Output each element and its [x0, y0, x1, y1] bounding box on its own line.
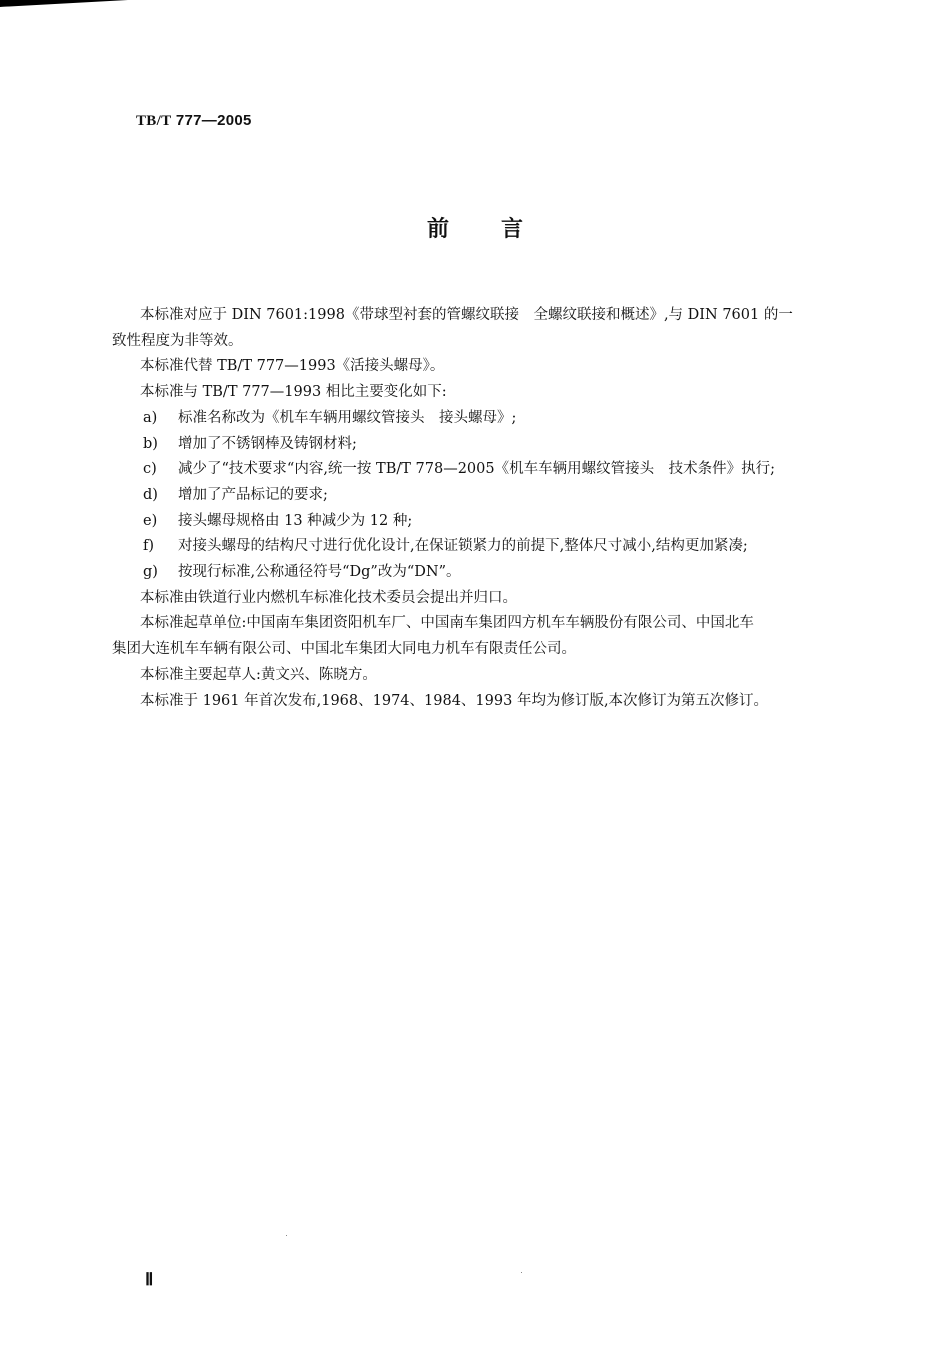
- list-marker: d): [143, 486, 158, 503]
- change-item-d: [143, 483, 912, 509]
- list-item-text: 增加了产品标记的要求;: [178, 486, 328, 503]
- page-title: [0, 212, 950, 243]
- scan-speck: [286, 1235, 287, 1236]
- paragraph-correspondence-cont: 致性程度为非等效。: [112, 332, 243, 349]
- paragraph-changes-intro: 本标准与 TB/T 777—1993 相比主要变化如下:: [140, 384, 447, 401]
- list-item-text: 增加了不锈钢棒及铸钢材料;: [178, 435, 357, 452]
- list-item-text: 标准名称改为《机车车辆用螺纹管接头 接头螺母》;: [178, 409, 517, 426]
- change-item-a: [143, 406, 912, 432]
- scan-edge-artifact: [0, 0, 175, 7]
- page-number: Ⅱ: [145, 1270, 154, 1289]
- paragraph-drafting-units: 本标准起草单位:中国南车集团资阳机车厂、中国南车集团四方机车车辆股份有限公司、中国北车: [140, 615, 754, 632]
- foreword-body: [112, 303, 912, 714]
- paragraph-correspondence: 本标准对应于 DIN 7601:1998《带球型衬套的管螺纹联接 全螺纹联接和概述》,与 DIN 7601 的一: [140, 307, 793, 323]
- list-item-text: 对接头螺母的结构尺寸进行优化设计,在保证锁紧力的前提下,整体尺寸减小,结构更加紧凑;: [178, 538, 748, 555]
- standard-code-prefix: TB/T: [136, 113, 172, 129]
- title-char-1: 前: [426, 217, 449, 242]
- list-marker: e): [143, 512, 158, 529]
- list-item-text: 按现行标准,公称通径符号“Dg”改为“DN”。: [178, 564, 461, 581]
- change-item-g: [143, 560, 912, 586]
- list-marker: b): [143, 435, 158, 452]
- list-marker: c): [143, 461, 157, 478]
- list-item-text: 减少了“技术要求“内容,统一按 TB/T 778—2005《机车车辆用螺纹管接头 技术条件》执行;: [178, 461, 775, 478]
- change-item-f: [143, 534, 912, 560]
- standard-code-number: 777—2005: [175, 112, 252, 129]
- scan-speck: [521, 1272, 522, 1273]
- list-marker: f): [143, 538, 155, 555]
- paragraph-drafting-units-cont: 集团大连机车车辆有限公司、中国北车集团大同电力机车有限责任公司。: [112, 641, 576, 658]
- paragraph-history: 本标准于 1961 年首次发布,1968、1974、1984、1993 年均为修订版,本次修订为第五次修订。: [140, 692, 769, 709]
- paragraph-proposer: 本标准由铁道行业内燃机车标准化技术委员会提出并归口。: [140, 589, 517, 606]
- title-char-2: 言: [501, 217, 524, 242]
- paragraph-drafters: 本标准主要起草人:黄文兴、陈晓方。: [140, 666, 377, 683]
- list-item-text: 接头螺母规格由 13 种减少为 12 种;: [178, 512, 413, 529]
- change-item-e: [143, 509, 912, 535]
- standard-code-header: [136, 112, 252, 130]
- list-marker: a): [143, 409, 158, 426]
- paragraph-replaces: 本标准代替 TB/T 777—1993《活接头螺母》。: [140, 358, 445, 375]
- list-marker: g): [143, 564, 158, 581]
- change-item-b: [143, 432, 912, 458]
- change-item-c: [143, 457, 912, 483]
